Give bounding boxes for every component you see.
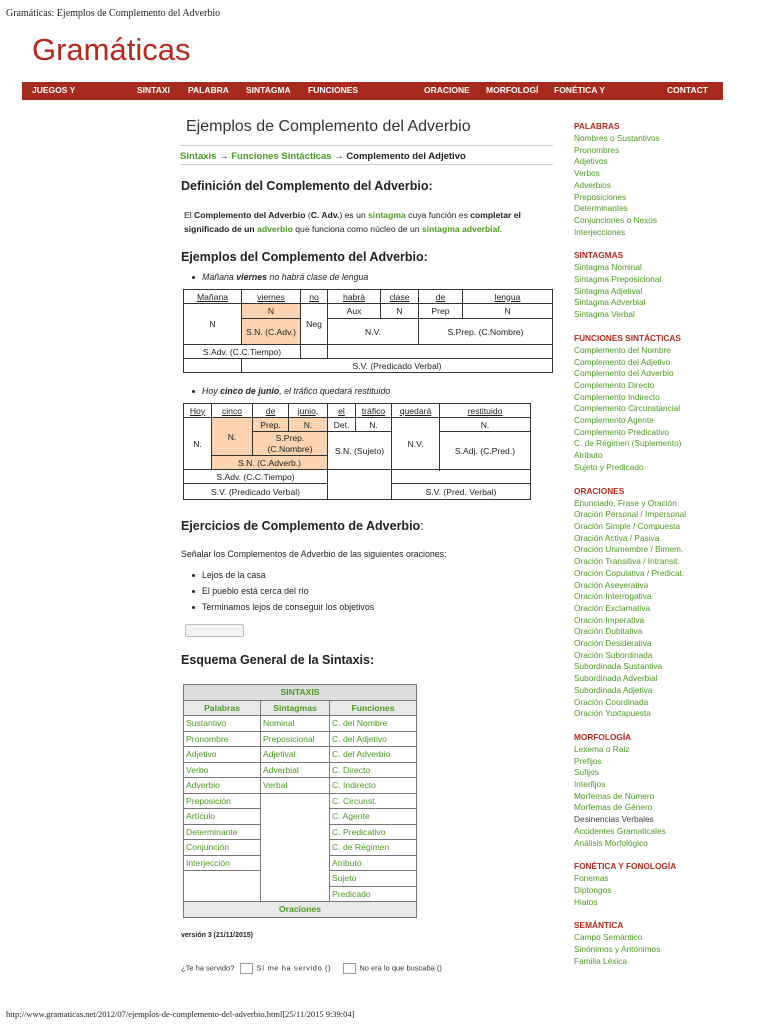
sidebar-item[interactable]: Adverbios [574, 179, 611, 190]
breadcrumb-link-funciones[interactable]: Funciones Sintácticas [231, 151, 332, 162]
sidebar-item[interactable]: Sintagma Adverbial [574, 297, 646, 308]
sidebar-item[interactable]: Oración Simple / Compuesta [574, 520, 681, 531]
sidebar-item[interactable]: Complemento del Nombre [574, 344, 671, 355]
bullet-icon [192, 590, 195, 593]
sidebar-item[interactable]: Oración Unimembre / Bimem. [574, 544, 684, 555]
version-label: versión 3 (21/11/2015) [181, 932, 253, 939]
sidebar-item[interactable]: Subordinada Adverbial [574, 673, 658, 684]
list-item[interactable]: El pueblo está cerca del río [192, 583, 374, 599]
nav-item-oraciones[interactable]: ORACIONE [424, 85, 470, 95]
sidebar-item[interactable]: Oración Interrogativa [574, 591, 652, 602]
example-1-sentence: Mañana viernes no habrá clase de lengua [192, 272, 368, 282]
sidebar-item[interactable]: Sujeto y Predicado [574, 461, 644, 472]
sidebar-item[interactable]: Oración Imperativa [574, 614, 645, 625]
exercises-instructions: Señalar los Complementos de Adverbio de las siguientes oraciones: [181, 549, 447, 559]
example-2-sentence: Hoy cinco de junio, el tráfico quedará restituido [192, 386, 390, 396]
examples-heading: Ejemplos del Complemento del Adverbio: [181, 250, 428, 264]
sidebar-item[interactable]: Complemento del Adjetivo [574, 356, 671, 367]
sidebar-item[interactable]: Accidentes Gramaticales [574, 825, 666, 836]
sidebar-item[interactable]: Conjunciones o Nexos [574, 214, 658, 225]
sidebar-item[interactable]: Sintagma Preposicional [574, 274, 662, 285]
sidebar-heading-fonetica: FONÉTICA Y FONOLOGÍA [574, 861, 677, 872]
link-sintagma-adverbial[interactable]: sintagma adverbial [421, 224, 500, 234]
sidebar-item[interactable]: Subordinada Sustantiva [574, 661, 663, 672]
article-title: Ejemplos de Complemento del Adverbio [186, 118, 471, 135]
sidebar-item[interactable]: Complemento Directo [574, 379, 655, 390]
site-logo[interactable]: Gramáticas [32, 32, 191, 67]
sidebar-heading-palabras: PALABRAS [574, 121, 620, 131]
nav-item-sintagmas[interactable]: SINTAGMA [246, 85, 291, 95]
sidebar-item[interactable]: Interjecciones [574, 226, 626, 237]
sidebar-heading-morfologia: MORFOLOGÍA [574, 731, 632, 742]
sidebar-item[interactable]: Sinónimos y Antónimos [574, 944, 661, 955]
sidebar-item[interactable]: Hiatos [574, 896, 598, 907]
feedback-no-checkbox[interactable] [343, 963, 356, 974]
sidebar-item[interactable]: Sintagma Adjetival [574, 285, 643, 296]
scheme-title: SINTAXIS [184, 685, 417, 701]
sidebar-item[interactable]: Adjetivos [574, 156, 608, 167]
sidebar-item[interactable]: Complemento Circunstancial [574, 403, 681, 414]
breadcrumb-arrow: → [334, 151, 344, 162]
sidebar-item[interactable]: Oración Yuxtapuesta [574, 708, 651, 719]
sidebar-item[interactable]: Interfijos [574, 779, 606, 790]
sidebar-heading-sintagmas: SINTAGMAS [574, 250, 624, 261]
sidebar-item[interactable]: Diptongos [574, 884, 612, 895]
top-nav [22, 82, 723, 100]
sidebar-item[interactable]: C. de Régimen (Suplemento) [574, 438, 682, 449]
print-footer-url: http://www.gramaticas.net/2012/07/ejemplos-de-complemento-del-adverbio.html[25/11/2015 9:39:04] [6, 1009, 355, 1019]
sidebar-item[interactable]: Oración Copulativa / Predicat. [574, 567, 685, 578]
scheme-heading: Esquema General de la Sintaxis: [181, 653, 375, 667]
sidebar-item[interactable]: Atributo [574, 450, 603, 461]
example-2-analysis-table: Hoy cinco de junio, el tráfico quedará restituido N. N. Prep. N. Det. N. N.V. N. S.Prep. (C.Nombre) S.N. (Sujeto) S.Adj. (C.Pred.) S.N. (C.Adverb.) S.Adv. (C.C.Tiempo) S.V. (Predicado Verbal) S.V. (Pred. Verbal) [183, 403, 531, 500]
sidebar-item[interactable]: Oración Transitiva / Intransit. [574, 556, 680, 567]
exercises-heading: Ejercicios de Complemento de Adverbio: [181, 519, 424, 533]
print-header: Gramáticas: Ejemplos de Complemento del Adverbio [6, 8, 221, 19]
nav-item-palabras[interactable]: PALABRA [188, 85, 229, 95]
sidebar-heading-oraciones: ORACIONES [574, 485, 625, 496]
title-divider [180, 145, 553, 146]
feedback-row [181, 963, 442, 974]
bullet-icon [192, 574, 195, 577]
sidebar-item[interactable]: Lexema o Raíz [574, 743, 630, 754]
sidebar-item[interactable]: Determinantes [574, 203, 628, 214]
bullet-icon [192, 606, 195, 609]
sidebar-item[interactable]: Oración Desiderativa [574, 638, 652, 649]
sidebar-heading-semantica: SEMÁNTICA [574, 920, 624, 931]
sidebar-item[interactable]: Fonemas [574, 873, 609, 884]
list-item[interactable]: Terminamos lejos de conseguir los objetivos [192, 599, 374, 615]
nav-item-juegos[interactable]: JUEGOS Y [32, 85, 76, 95]
sidebar-item[interactable]: Oración Subordinada [574, 649, 653, 660]
definition-heading: Definición del Complemento del Adverbio: [181, 179, 433, 193]
syntax-scheme-table: SINTAXIS Palabras Sintagmas Funciones Sustantivo Nominal C. del Nombre Pronombre Preposicional C. del Adjetivo Adjetivo Adjetival C. del Adverbio Verbo Adverbial C. Directo Adverbio Verbal C. Indirecto Preposición C. Circunst. Artículo C. Agente Determinante C. Predicativo Conjunción C. de Régimen Interjección Atributo Sujeto Predicado Oraciones [183, 684, 417, 918]
sidebar-heading-funciones: FUNCIONES SINTÁCTICAS [574, 332, 681, 343]
sidebar-item[interactable]: Verbos [574, 168, 600, 179]
sidebar-item[interactable]: Oración Personal / Impersonal [574, 509, 687, 520]
sidebar-item[interactable]: Subordinada Adjetiva [574, 684, 653, 695]
sidebar-item[interactable]: Oración Dubitativa [574, 626, 643, 637]
sidebar-item[interactable]: Complemento Agente [574, 415, 654, 426]
sidebar-item[interactable]: Oración Coordinada [574, 696, 649, 707]
sidebar [574, 121, 754, 967]
breadcrumb-divider [180, 164, 553, 165]
nav-item-funciones[interactable]: FUNCIONES [308, 85, 359, 95]
sidebar-item[interactable]: Complemento Predicativo [574, 426, 669, 437]
exercises-list [192, 567, 374, 615]
breadcrumb-link-sintaxis[interactable]: Sintaxis [180, 151, 217, 162]
sidebar-item[interactable]: Campo Semántico [574, 932, 643, 943]
sidebar-item[interactable]: Oración Activa / Pasiva [574, 532, 660, 543]
feedback-yes-checkbox[interactable] [240, 963, 253, 974]
nav-item-fonetica[interactable]: FONÉTICA Y [554, 85, 606, 95]
sidebar-item[interactable]: Sintagma Verbal [574, 309, 635, 320]
example-1-analysis-table: Mañana viernes no habrá clase de lengua N N Neg Aux N Prep N S.N. (C.Adv.) N.V. S.Prep. (C.Nombre) S.Adv. (C.C.Tiempo) S.V. (Predicado Verbal) [183, 289, 553, 373]
sidebar-item[interactable]: Complemento Indirecto [574, 391, 660, 402]
nav-item-contacto[interactable]: CONTACT [667, 85, 708, 95]
sidebar-item[interactable]: Morfemas de Número [574, 790, 655, 801]
sidebar-item[interactable]: Enunciado, Frase y Oración [574, 497, 677, 508]
breadcrumb [180, 151, 466, 162]
nav-item-sintaxis[interactable]: SINTAXI [137, 85, 170, 95]
scheme-footer[interactable]: Oraciones [184, 902, 417, 918]
exercise-check-button[interactable] [185, 624, 244, 637]
nav-item-morfologia[interactable]: MORFOLOGÍ [486, 85, 539, 95]
sidebar-item[interactable]: Oración Aseverativa [574, 579, 649, 590]
sidebar-item[interactable]: Complemento del Adverbio [574, 368, 674, 379]
sidebar-item[interactable]: Prefijos [574, 755, 602, 766]
sidebar-item[interactable]: Sufijos [574, 767, 599, 778]
link-adverbio[interactable]: adverbio [257, 224, 293, 234]
link-sintagma[interactable]: sintagma [368, 210, 406, 220]
sidebar-item[interactable]: Pronombres [574, 144, 620, 155]
definition-text: El Complemento del Adverbio (C. Adv.) es un sintagma cuya función es completar el significado de un adverbio que funciona como núcleo de un sintagma adverbial. [184, 210, 521, 234]
sidebar-item[interactable]: Morfemas de Género [574, 802, 653, 813]
feedback-question: ¿Te ha servido? [181, 963, 235, 973]
sidebar-item[interactable]: Familia Léxica [574, 955, 628, 966]
sidebar-item: Desinencias Verbales [574, 814, 654, 825]
list-item[interactable]: Lejos de la casa [192, 567, 374, 583]
feedback-no-label: No era lo que buscaba () [359, 963, 442, 973]
sidebar-item[interactable]: Sintagma Nominal [574, 262, 642, 273]
bullet-icon [192, 390, 195, 393]
breadcrumb-arrow: → [219, 151, 229, 162]
sidebar-item[interactable]: Análisis Morfológico [574, 837, 648, 848]
feedback-yes-label: Sí me ha servido () [256, 963, 332, 973]
sidebar-item[interactable]: Nombres o Sustantivos [574, 133, 660, 143]
bullet-icon [192, 276, 195, 279]
breadcrumb-current: Complemento del Adjetivo [346, 151, 466, 162]
sidebar-item[interactable]: Preposiciones [574, 191, 627, 202]
sidebar-item[interactable]: Oración Exclamativa [574, 602, 651, 613]
